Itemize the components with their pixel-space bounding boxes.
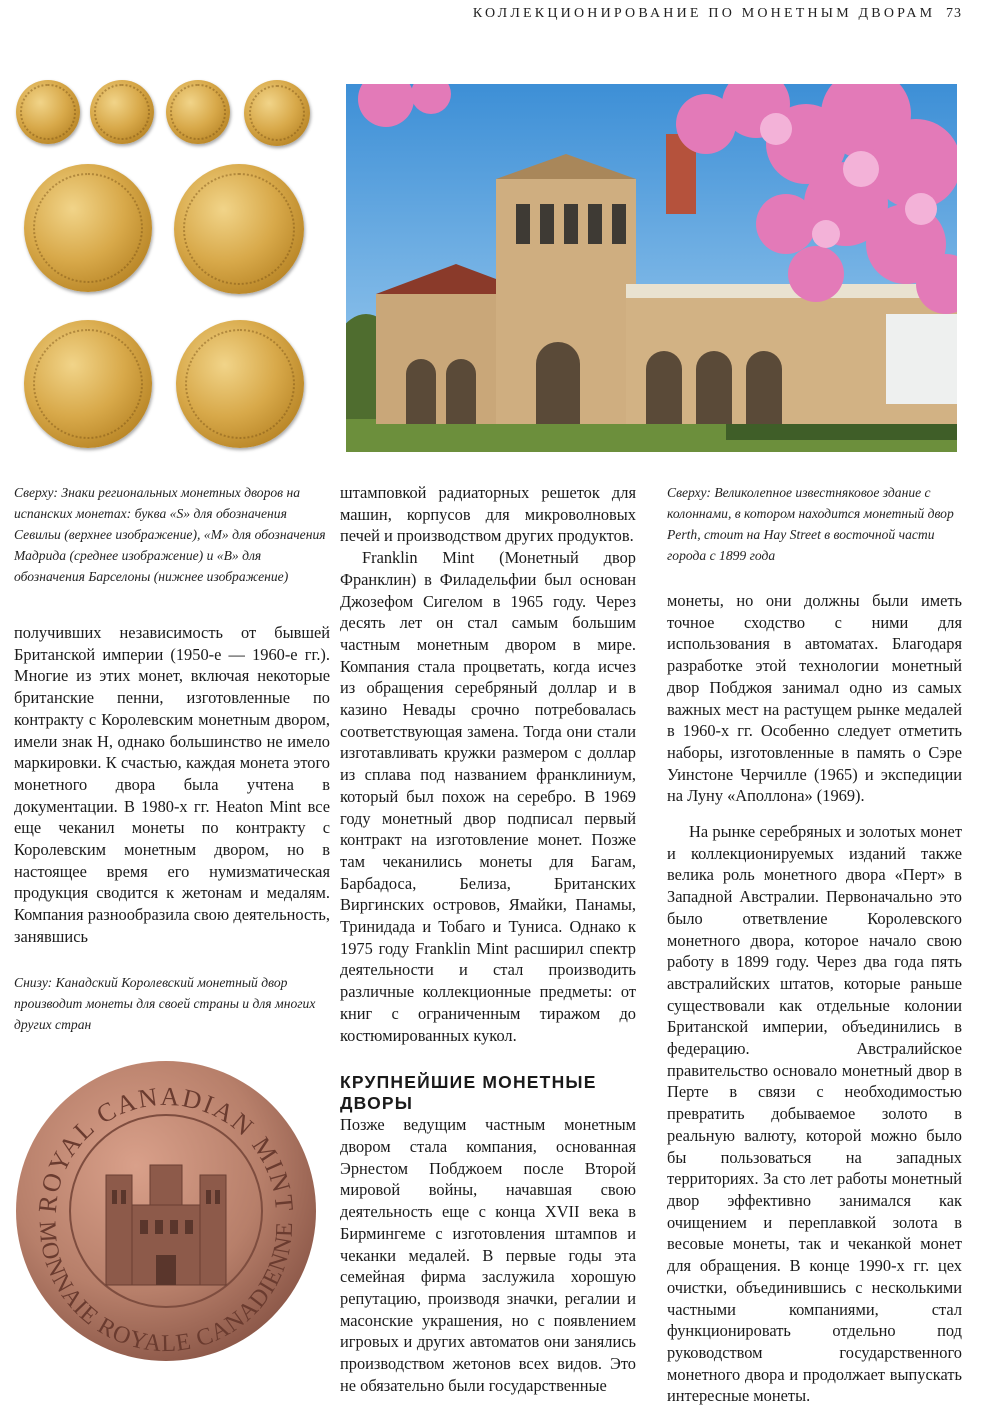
perth-mint-photo (346, 84, 957, 452)
right-paragraph-2: На рынке серебряных и золотых монет и коллекционируемых изданий также велика роль монетного двора «Перт» в Западной Австралии. Первоначально это было ответвление Королевского монетного двора, которое начало свою работу в 1899 году. Через два года пять австралийских штатов, которые раньше существовали как отдельные колонии Британской империи, объединились в федерацию. Австралийское правительство основало монетный двор в Перте в связи с необходимостью превратить добываемое золото в реальную валюту, которой можно было бы пользоваться на западных территориях. За сто лет работы монетный двор эффективно занимался как очищением и переплавкой золота в весовые монеты, так и чеканкой монет для обращения. В конце 1990-х гг. цех очистки, объединившись с несколькими частными компаниями, стал функционировать отдельно под руководством государственного монетного двора и продолжает выпускать интересные монеты. (667, 822, 962, 1406)
medal-caption: Снизу: Канадский Королевский монетный двор производит монеты для своей страны и для многих других стран (14, 975, 316, 1032)
running-head (473, 6, 962, 22)
page-number: 73 (946, 6, 962, 21)
coin-madrid-reverse (174, 164, 304, 294)
royal-canadian-mint-medal (10, 1055, 322, 1367)
perth-mint-building-image (346, 84, 957, 452)
medal-bottom-inscription: MONNAIE ROYALE CANADIENNE (33, 1220, 299, 1358)
coin-madrid-obverse (24, 164, 152, 292)
coin-barcelona-obverse (24, 320, 152, 448)
middle-paragraph-3: Позже ведущим частным монетным двором стала компания, основанная Эрнестом Побджоем после Второй мировой войны, начавшая свою деятельность еще с конца XVII века в Бирмингеме с изготовления штампов и чеканки медалей. В первые годы эта семейная фирма заслужила хорошую репутацию, производя значки, регалии и масонские украшения, но с появлением игровых и других автоматов они занялись производством жетонов всех видов. Это не обязательно были государственные (340, 1115, 636, 1395)
left-paragraph: получивших независимость от бывшей Британской империи (1950-е — 1960-е гг.). Многие из этих монет, включая некоторые британские пенни, изготовленные по контракту с Королевским монетным двором, имели знак Н, однако большинство не имело маркировки. К счастью, каждая монета этого монетного двора была учтена в документации. В 1980-х гг. Heaton Mint все еще чеканил монеты по контракту с Королевским монетным двором, но в настоящее время его нумизматическая продукция сводится к жетонам и медалям. Компания разнообразила свою деятельность, занявшись (14, 623, 330, 946)
coin-barcelona-reverse (176, 320, 304, 448)
coin-small-3 (166, 80, 230, 144)
text-column-left (14, 622, 330, 948)
coin-small-1 (16, 80, 80, 144)
medal-top-inscription: ROYAL CANADIAN MINT (32, 1081, 300, 1215)
text-column-right (667, 590, 962, 1407)
middle-paragraph-2: Franklin Mint (Монетный двор Франклин) в Филадельфии был основан Джозефом Сигелом в 1965 году. Через десять лет он стал самым большим частным монетным двором в мире. Компания стала процветать, когда исчез из обращения серебряный доллар и в казино Невады срочно потребовалась соответствующая замена. Тогда они стали изготавливать кружки размером с доллар из сплава под названием франклиниум, который был похож на серебро. В 1969 году монетный двор подписал первый контракт на изготовление монет. Позже там чеканились монеты для Багам, Барбадоса, Белиза, Британских Виргинских островов, Ямайки, Панамы, Тринидада и Тобаго и Туниса. Однако к 1975 году Franklin Mint расширил спектр деятельности и стал производить различные коллекционные предметы: от книг с ограниченным тиражом до костюмированных кукол. (340, 548, 636, 1045)
section-heading: КРУПНЕЙШИЕ МОНЕТНЫЕ ДВОРЫ (340, 1072, 597, 1114)
text-column-middle (340, 482, 636, 1396)
spanish-coins-figure (14, 70, 332, 468)
medal-image (10, 1055, 322, 1367)
coin-small-2 (90, 80, 154, 144)
right-paragraph-1: монеты, но они должны были иметь точное сходство с ними для использования в автоматах. Благодаря разработке этой технологии монетный двор Побджоя занимал одно из самых важных мест на растущем рынке медалей в 1960-х гг. Особенно следует отметить наборы, изготовленные в память о Сэре Уинстоне Черчилле (1965) и экспедиции на Луну «Аполлона» (1969). (667, 591, 962, 806)
coins-caption: Сверху: Знаки региональных монетных дворов на испанских монетах: буква «S» для обозначения Севильи (верхнее изображение), «М» для обозначения Мадрида (среднее изображение) и «В» для обозначения Барселоны (нижнее изображение) (14, 485, 326, 584)
coin-small-4 (244, 80, 310, 146)
building-caption: Сверху: Великолепное известняковое здание с колоннами, в котором находится монетный двор Perth, стоит на Hay Street в восточной части города с 1899 года (667, 485, 954, 563)
middle-paragraph-1: штамповкой радиаторных решеток для машин, корпусов для микроволновых печей и производством других продуктов. (340, 483, 636, 546)
running-title: КОЛЛЕКЦИОНИРОВАНИЕ ПО МОНЕТНЫМ ДВОРАМ (472, 6, 936, 21)
